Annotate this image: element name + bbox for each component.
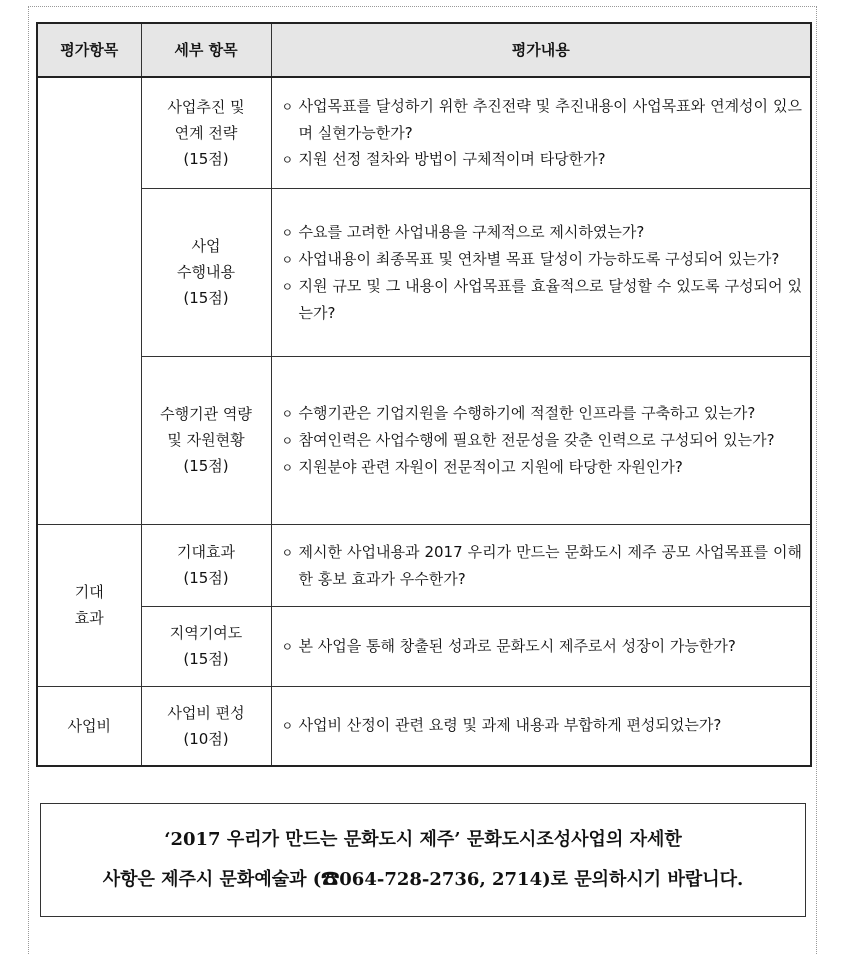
notice-line-1: ‘2017 우리가 만드는 문화도시 제주’ 문화도시조성사업의 자세한: [164, 829, 682, 850]
content-cell: [271, 606, 811, 686]
category-cell-empty: [37, 77, 141, 524]
header-content: 평가내용: [271, 23, 811, 77]
list-item: ㅇ 지원분야 관련 자원이 전문적이고 지원에 타당한 자원인가?: [282, 454, 803, 481]
page-border-left: [28, 6, 29, 954]
table-row: [37, 524, 811, 606]
list-item: ㅇ 참여인력은 사업수행에 필요한 전문성을 갖춘 인력으로 구성되어 있는가?: [282, 427, 803, 454]
list-item: ㅇ 제시한 사업내용과 2017 우리가 만드는 문화도시 제주 공모 사업목표를 이해한 홍보 효과가 우수한가?: [282, 539, 803, 592]
category-cell-expected-effect: 기대 효과: [37, 524, 141, 686]
content-cell: [271, 188, 811, 356]
content-cell: [271, 686, 811, 766]
content-cell: [271, 524, 811, 606]
content-cell: [271, 356, 811, 524]
list-item: ㅇ 사업내용이 최종목표 및 연차별 목표 달성이 가능하도록 구성되어 있는가?: [282, 246, 803, 273]
subitem-cell: 기대효과 (15점): [141, 524, 271, 606]
list-item: ㅇ 본 사업을 통해 창출된 성과로 문화도시 제주로서 성장이 가능한가?: [282, 633, 803, 660]
evaluation-table: [36, 22, 812, 767]
list-item: ㅇ 수행기관은 기업지원을 수행하기에 적절한 인프라를 구축하고 있는가?: [282, 400, 803, 427]
list-item: ㅇ 지원 선정 절차와 방법이 구체적이며 타당한가?: [282, 146, 803, 173]
category-cell-budget: 사업비: [37, 686, 141, 766]
list-item: ㅇ 지원 규모 및 그 내용이 사업목표를 효율적으로 달성할 수 있도록 구성되어 있는가?: [282, 273, 803, 326]
subitem-cell: 사업 수행내용 (15점): [141, 188, 271, 356]
subitem-cell: 사업추진 및 연계 전략 (15점): [141, 77, 271, 188]
table-row: [37, 356, 811, 524]
contact-notice-box: [40, 803, 806, 917]
page-border-right: [816, 6, 817, 954]
table-row: [37, 686, 811, 766]
list-item: ㅇ 사업비 산정이 관련 요령 및 과제 내용과 부합하게 편성되었는가?: [282, 712, 803, 739]
page-border-top: [28, 6, 817, 7]
table-row: [37, 77, 811, 188]
subitem-cell: 수행기관 역량 및 자원현황 (15점): [141, 356, 271, 524]
subitem-cell: 지역기여도 (15점): [141, 606, 271, 686]
list-item: ㅇ 사업목표를 달성하기 위한 추진전략 및 추진내용이 사업목표와 연계성이 있으며 실현가능한가?: [282, 93, 803, 146]
notice-line-2: 사항은 제주시 문화예술과 (☎064-728-2736, 2714)로 문의하시기 바랍니다.: [102, 869, 744, 890]
subitem-cell: 사업비 편성 (10점): [141, 686, 271, 766]
table-row: [37, 188, 811, 356]
table-header-row: [37, 23, 811, 77]
header-subitem: 세부 항목: [141, 23, 271, 77]
content-cell: [271, 77, 811, 188]
table-row: [37, 606, 811, 686]
header-category: 평가항목: [37, 23, 141, 77]
list-item: ㅇ 수요를 고려한 사업내용을 구체적으로 제시하였는가?: [282, 219, 803, 246]
